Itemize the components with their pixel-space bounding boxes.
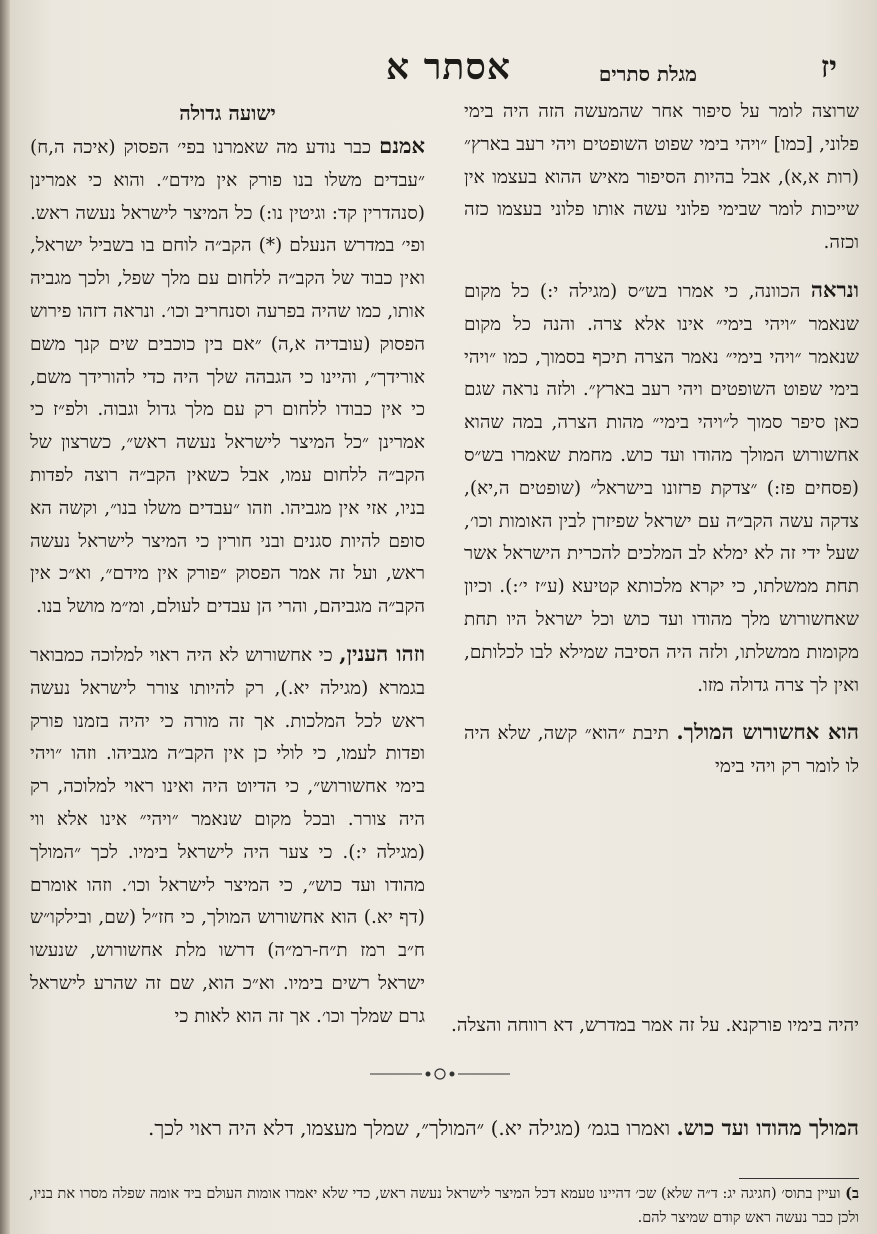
paragraph-text: הכוונה, כי אמרו בש״ס (מגילה י:) כל מקום שנאמר ״ויהי בימי״ אינו אלא צרה. והנה כל מקום שנאמר ״ויהי בימי״ נאמר הצרה תיכף בסמוך, כמו ״ויהי בימי שפוט השופטים ויהי רעב בארץ״. ולזה נראה שגם כאן סיפר סמוך ל״ויהי בימי״ מהות הצרה, במה שהוא אחשורוש המולך מהודו ועד כוש. מחמת שאמרו בש״ס (פסחים פז:) ״צדקת פרזונו בישראל״ (שופטים ה,יא), צדקה עשה הקב״ה עם ישראל שפיזרן לבין האומות וכו׳, שעל ידי זה לא ימלא לב המלכים להכרית הישראל אשר תחת ממשלתו, כי יקרא מלכותא קטיעא (ע״ז י׳:). וכיון שאחשורוש מלך מהודו ועד כוש וכל ישראל היו תחת מקומות ממשלתו, ולזה היה הסיבה שמילא לבו לכלותם, ואין לך צרה גדולה מזו. <box>464 280 859 696</box>
left-column <box>30 96 425 1048</box>
paragraph-text: כי אחשורוש לא היה ראוי למלוכה כמבואר בגמרא (מגילה יא.), רק להיותו צורר לישראל נעשה ראש לכל המלכות. אך זה מורה כי יהיה בזמנו פורק ופדות לעמו, כי לולי כן אין הקב״ה מגביהו. וזהו ״ויהי בימי אחשורוש״, כי הדיוט היה ואינו ראוי למלוכה, רק היה צורר. ובכל מקום שנאמר ״ויהי״ אינו אלא ווי (מגילה י:). כי צער היה לישראל בימיו. לכך ״המולך מהודו ועד כוש״, כי המיצר לישראל וכו׳. וזהו אומרם (דף יא.) הוא אחשורוש המולך, כי חז״ל (שם, ובילקו״ש ח״ב רמז ת״ח-רמ״ה) דרשו מלת אחשורוש, שנעשו ישראל רשים בימיו. וא״כ הוא, שם זה שהרע לישראל גרם שמלך וכו׳. אך זה הוא לאות כי <box>30 644 425 1027</box>
right-column-title: מגלת סתרים <box>598 62 697 86</box>
paragraph <box>30 130 425 624</box>
bottom-paragraph <box>29 1112 859 1144</box>
footnote <box>29 1182 859 1230</box>
paragraph-text: כבר נודע מה שאמרנו בפי׳ הפסוק (איכה ה,ח) ״עבדים משלו בנו פורק אין מידם״. והוא כי אמרינן (סנהדרין קד: וגיטין נו:) כל המיצר לישראל נעשה ראש. ופי׳ במדרש הנעלם (*) הקב״ה לוחם בו בשביל ישראל, ואין כבוד של הקב״ה ללחום עם מלך שפל, ולכך מגביה אותו, כמו שהיה בפרעה וסנחריב וכו׳. ונראה דזהו פירוש הפסוק (עובדיה א,ה) ״אם בין כוכבים שים קנך משם אורידך״, והיינו כי הגבהה שלך היה כדי להורידך משם, כי אין כבודו ללחום רק עם מלך גדול וגבוה. ולפ״ז כי אמרינן ״כל המיצר לישראל נעשה ראש״, כשרצון של הקב״ה ללחום עמו, אבל כשאין הקב״ה רוצה לפדות בניו, אזי אין מגביהו. וזהו ״עבדים משלו בנו״, וקשה הא סופם להיות סגנים ובני חורין כי המיצר לישראל נעשה ראש, ועל זה אמר הפסוק ״פורק אין מידם״, וא״כ אין הקב״ה מגביהם, והרי הן עבדים לעולם, ומ״מ מושל בנו. <box>30 137 425 618</box>
running-header <box>60 46 837 90</box>
paragraph <box>464 716 859 784</box>
continuation-line: יהיה בימיו פורקנא. על זה אמר במדרש, דא רווחה והצלה. <box>451 1015 859 1036</box>
paragraph-text: ואמרו בגמ׳ (מגילה יא.) ״המולך״, שמלך מעצמו, דלא היה ראוי לכך. <box>148 1116 677 1140</box>
page-number: יז <box>820 50 837 85</box>
left-column-title: ישועה גדולה <box>179 101 276 125</box>
paragraph: שרוצה לומר על סיפור אחר שהמעשה הזה היה בימי פלוני, [כמו] ״ויהי בימי שפוט השופטים ויהי רעב בארץ״ (רות א,א), אבל בהיות הסיפור מאיש ההוא בעצמו אין שייכות לומר שבימי פלוני עשה אותו פלוני בעצמו כזה וכזה. <box>464 101 859 254</box>
lead-word: אמנם <box>379 133 425 158</box>
lead-word: וזהו הענין, <box>339 640 425 666</box>
lead-word: המולך מהודו ועד כוש. <box>676 1115 859 1140</box>
right-column <box>464 96 859 798</box>
footnote-rule <box>739 1178 859 1179</box>
book-title: אסתר א <box>386 46 511 88</box>
lead-word: הוא אחשורוש המולך. <box>676 719 859 745</box>
footnote-text: ועיין בתוס׳ (חגיגה יג: ד״ה שלא) שכ׳ דהיינו טעמא דכל המיצר לישראל נעשה ראש, כדי שלא יאמרו אומות העולם ביד אומה שפלה מסרו את בניו, ולכן כבר נעשה ראש קודם שמיצר להם. <box>29 1186 859 1226</box>
book-spine <box>0 0 10 1234</box>
paragraph <box>30 638 425 1034</box>
paragraph <box>464 274 859 702</box>
footnote-marker: ב) <box>845 1185 859 1202</box>
paragraph-text: תיבת ״הוא״ קשה, שלא היה לו לומר רק ויהי בימי <box>464 723 859 778</box>
ornament-divider <box>360 1064 520 1084</box>
lead-word: ונראה <box>810 276 859 302</box>
